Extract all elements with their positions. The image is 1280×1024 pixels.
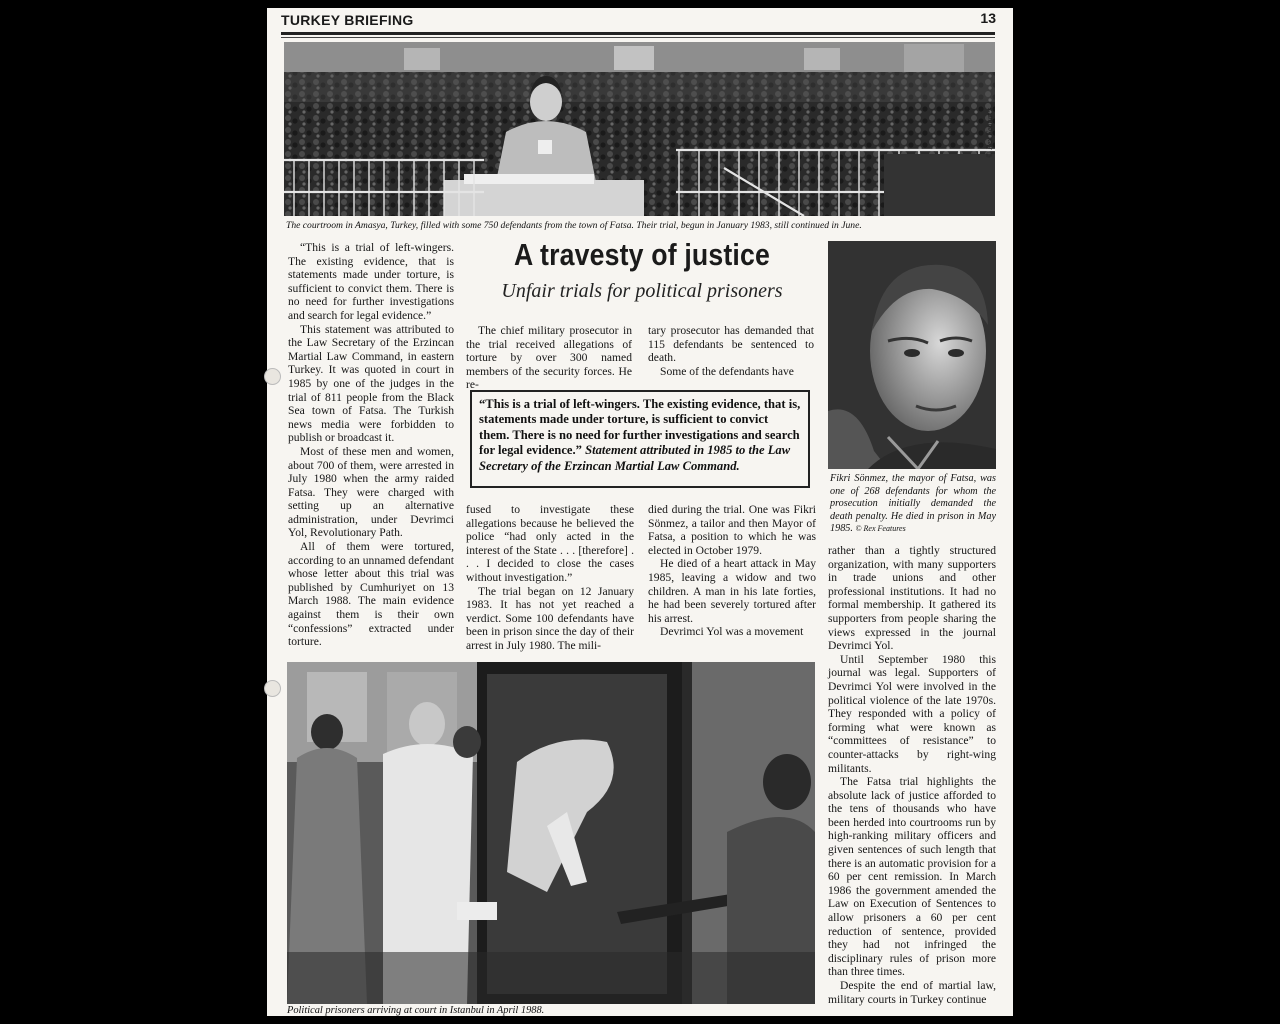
prisoners-photo <box>287 662 815 1004</box>
page-number: 13 <box>980 10 996 26</box>
prisoners-caption: Political prisoners arriving at court in Istanbul in April 1988. <box>287 1005 545 1016</box>
col1-paragraph: All of them were tortured, according to an unnamed defendant whose letter about this trial was published by Cumhuriyet on 13 March 1988. The main evidence against them is their own “confessions” extracted under torture. <box>288 540 454 649</box>
column-4 <box>828 544 996 1006</box>
column-2-bottom <box>466 503 634 653</box>
portrait-caption-text: Fikri Sönmez, the mayor of Fatsa, was one of 268 defendants for whom the prosecution initially demanded the death penalty. He died in prison in May 1985. <box>830 473 996 535</box>
binder-hole <box>264 368 281 385</box>
portrait-photo <box>828 241 996 469</box>
column-1 <box>288 241 454 649</box>
col4-paragraph: Despite the end of martial law, military courts in Turkey continue <box>828 979 996 1006</box>
col3-paragraph: died during the trial. One was Fikri Sönmez, a tailor and then Mayor of Fatsa, a position to which he was elected in October 1979. <box>648 503 816 557</box>
header-rule-thin <box>281 37 995 38</box>
photo-credit-portrait: © Rex Features <box>855 524 906 534</box>
opening-quote: “This is a trial of left-wingers. The existing evidence, that is statements made under torture, is sufficient to convict them. There is no need for further investigations and search for legal evidence.” <box>288 241 454 322</box>
photo-credit-top: © Rex Features <box>985 107 994 158</box>
headline: A travesty of justice <box>514 237 770 272</box>
col4-paragraph: The Fatsa trial highlights the absolute lack of justice afforded to the tens of thousands who have been herded into courtrooms run by high-ranking military officers and given sentences of such length that there is an automatic provision for a 60 per cent remission. In March 1986 the government amended the Law on Execution of Sentences to allow prisoners a 60 per cent reduction of sentence, provided they had not infringed the disciplinary rules of prison more than three times. <box>828 775 996 979</box>
courtroom-photo <box>284 42 995 216</box>
col4-paragraph: Until September 1980 this journal was legal. Supporters of Devrimci Yol were involved in the political violence of the late 1970s. They responded with a policy of forming what were known as “committees of resistance” to counter-attacks by right-wing militants. <box>828 652 996 775</box>
subheadline: Unfair trials for political prisoners <box>501 280 783 302</box>
col3-paragraph: He died of a heart attack in May 1985, leaving a widow and two children. A man in his late forties, he had been severely tortured after his arrest. <box>648 557 816 625</box>
col2-paragraph: The trial began on 12 January 1983. It has not yet reached a verdict. Some 100 defendants have been in prison since the day of their arrest in July 1980. The mili- <box>466 584 634 652</box>
pull-quote-attribution: Statement attributed in 1985 to the Law Secretary of the Erzincan Martial Law Command. <box>479 443 791 473</box>
pull-quote-box <box>470 390 810 488</box>
col3-paragraph: Some of the defendants have <box>660 364 794 378</box>
section-header: TURKEY BRIEFING <box>281 12 414 28</box>
col1-paragraph: This statement was attributed to the Law Secretary of the Erzincan Martial Law Command, in eastern Turkey. It was quoted in court in 1985 by one of the judges in the trial of 811 people from the Black Sea town of Fatsa. The Turkish news media were forbidden to publish or broadcast it. <box>288 322 454 445</box>
binder-hole <box>264 680 281 697</box>
col4-paragraph: rather than a tightly structured organization, with many supporters in trade unions and other professional institutions. It had no formal membership. It gathered its supporters from people sharing the views expressed in the journal Devrimci Yol. <box>828 544 996 653</box>
col2-paragraph: fused to investigate these allegations because he believed the police “had only acted in the interest of the State . . . [therefore] . . . I decided to close the cases without investigation.” <box>466 503 634 584</box>
col3-paragraph: Devrimci Yol was a movement <box>660 625 804 639</box>
col1-paragraph: Most of these men and women, about 700 of them, were arrested in July 1980 when the army raided Fatsa. They were charged with setting up an alternative administration, under Devrimci Yol, Revolutionary Path. <box>288 444 454 540</box>
col3-paragraph: tary prosecutor has demanded that 115 defendants be sentenced to death. <box>648 324 814 365</box>
column-3-top <box>648 324 814 378</box>
courtroom-caption: The courtroom in Amasya, Turkey, filled with some 750 defendants from the town of Fatsa. Their trial, begun in January 1983, still continued in June. <box>286 220 862 231</box>
portrait-caption <box>830 473 996 536</box>
header-rule <box>281 32 995 35</box>
col2-paragraph: The chief military prosecutor in the trial received allegations of torture by over 300 named members of the security forces. He re- <box>466 324 632 392</box>
magazine-page <box>267 8 1013 1016</box>
column-2-top <box>466 324 632 392</box>
pull-quote-text: “This is a trial of left-wingers. The existing evidence, that is, statements made under torture, is sufficient to convict them. There is no need for further investigations and search for legal evidence.” <box>479 397 801 458</box>
column-3-bottom <box>648 503 816 639</box>
